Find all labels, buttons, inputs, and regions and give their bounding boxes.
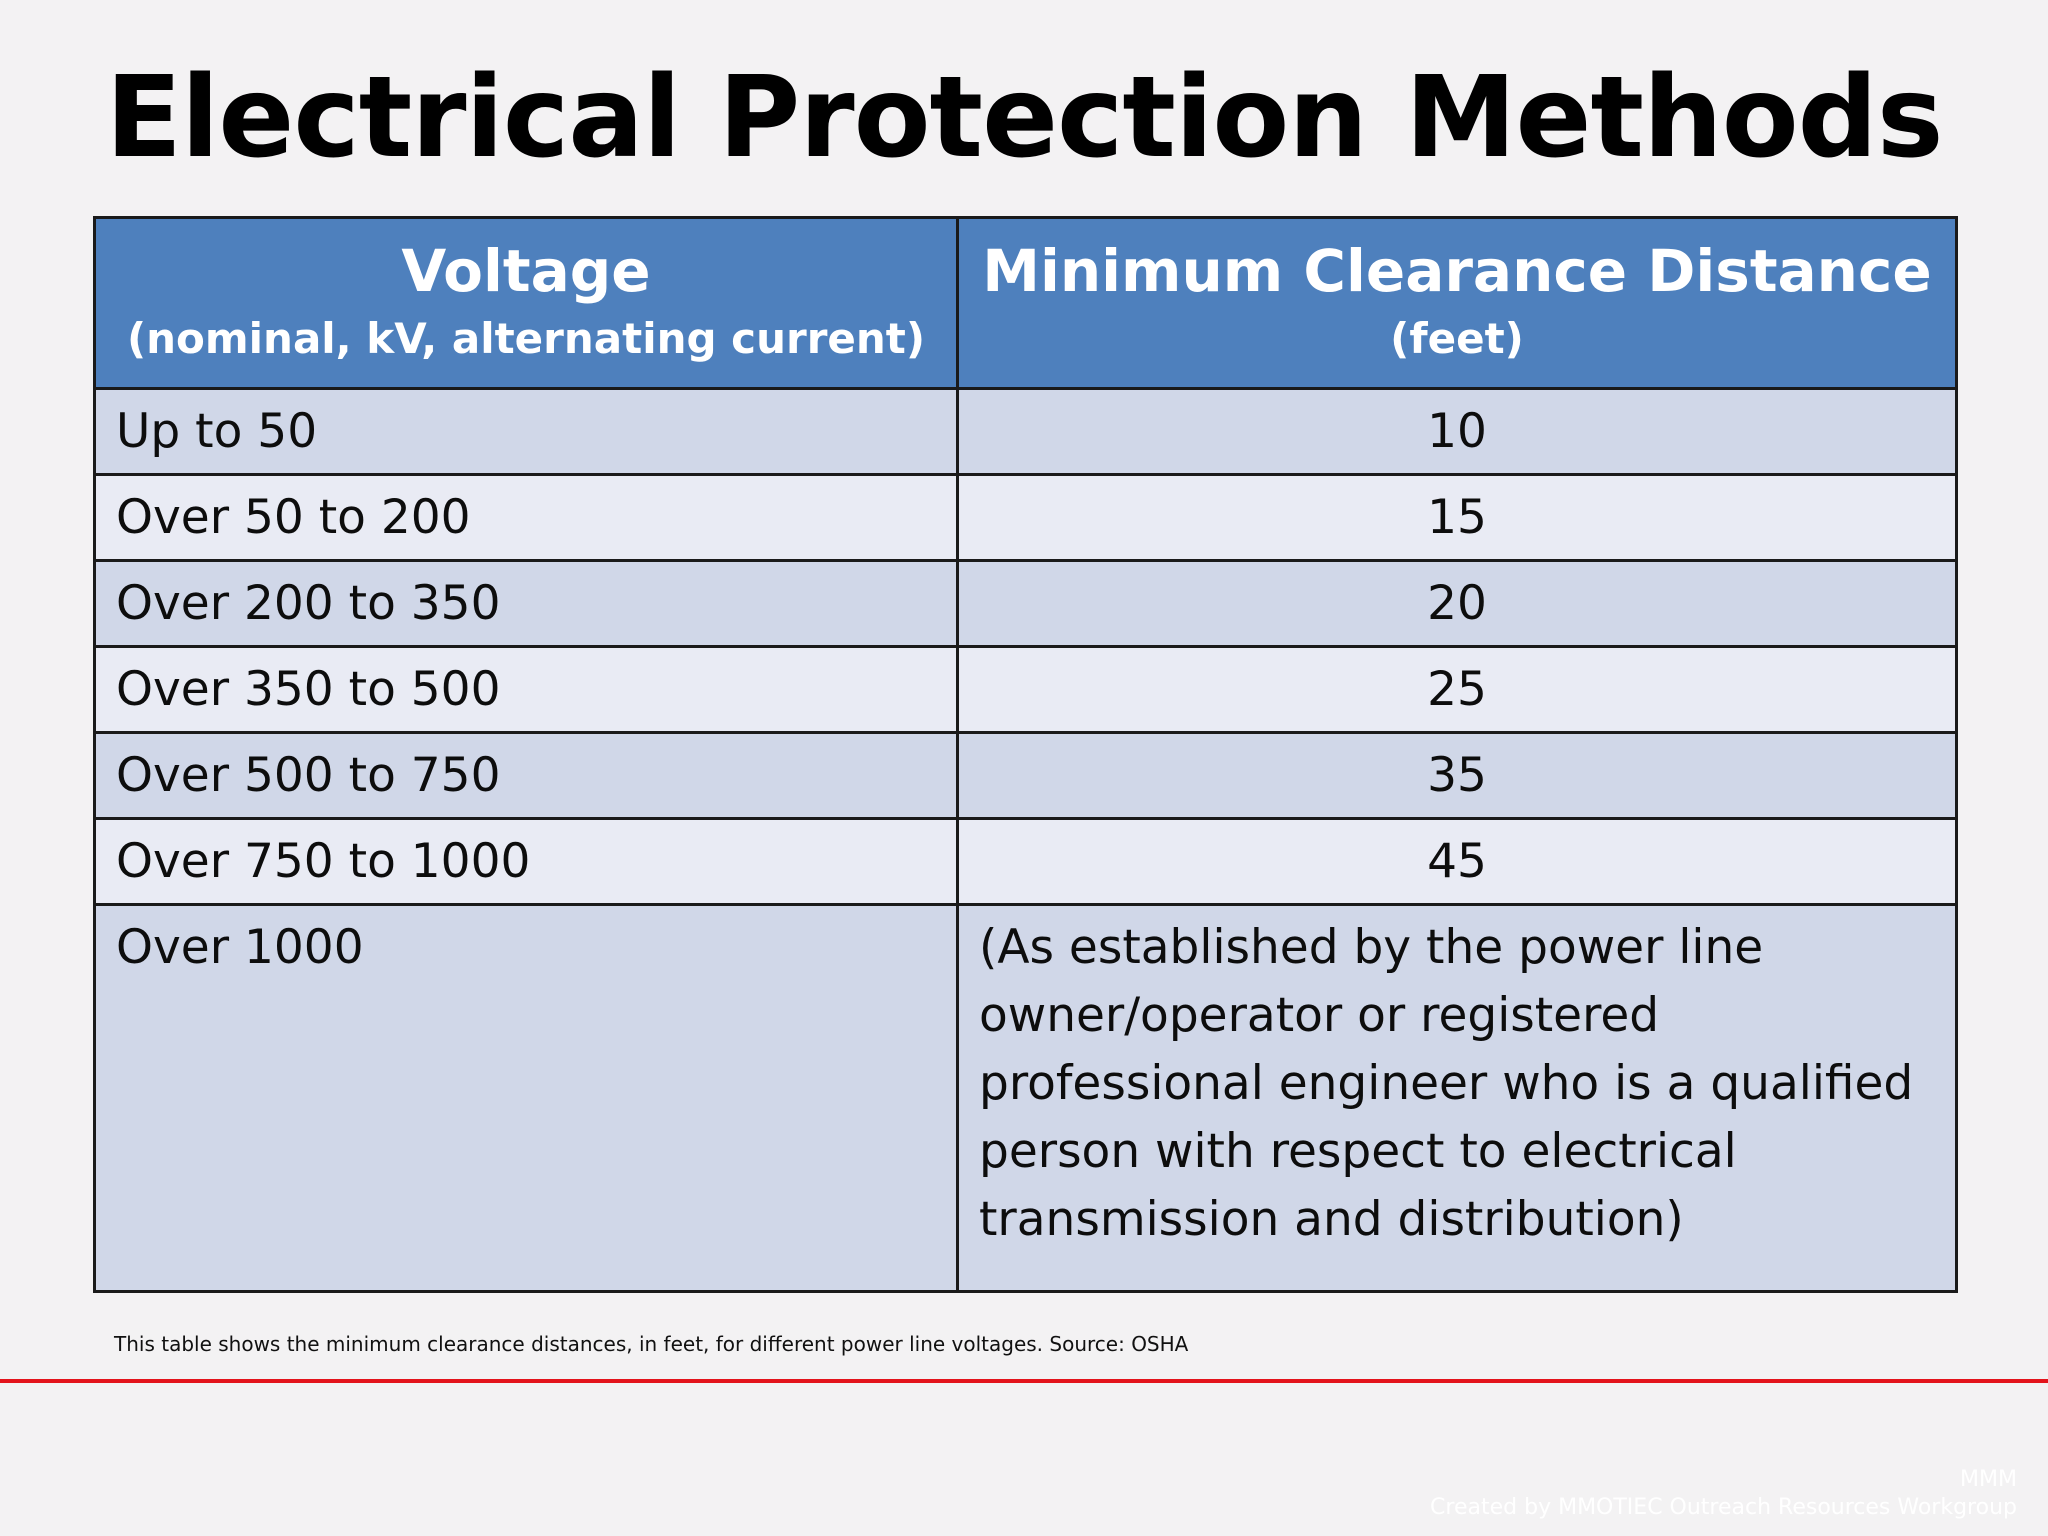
voltage-cell: Over 1000 [95, 905, 958, 1292]
distance-cell: 35 [958, 733, 1957, 819]
footer-credit [1430, 1466, 2017, 1522]
header-voltage [95, 218, 958, 389]
voltage-cell: Over 200 to 350 [95, 561, 958, 647]
table-row [95, 733, 1957, 819]
table-row [95, 389, 1957, 475]
table-row [95, 561, 1957, 647]
distance-cell: 20 [958, 561, 1957, 647]
header-voltage-subtitle: (nominal, kV, alternating current) [126, 314, 926, 363]
header-voltage-title: Voltage [401, 237, 651, 305]
voltage-cell: Up to 50 [95, 389, 958, 475]
header-distance-title: Minimum Clearance Distance [982, 237, 1932, 305]
footer-line-1: MMM [1960, 1467, 2017, 1492]
distance-cell: 10 [958, 389, 1957, 475]
footer-line-2: Created by MMOTIEC Outreach Resources Workgroup [1430, 1495, 2017, 1520]
distance-note-cell: (As established by the power line owner/operator or registered professional engineer who is a qualified person with respect to electrical transmission and distribution) [958, 905, 1957, 1292]
distance-cell: 25 [958, 647, 1957, 733]
table-row [95, 475, 1957, 561]
distance-cell: 15 [958, 475, 1957, 561]
slide-title: Electrical Protection Methods [105, 53, 1943, 183]
table-row [95, 647, 1957, 733]
clearance-table [93, 216, 1958, 1293]
table-header-row [95, 218, 1957, 389]
header-distance [958, 218, 1957, 389]
header-distance-subtitle: (feet) [1390, 314, 1524, 363]
voltage-cell: Over 500 to 750 [95, 733, 958, 819]
footer-divider [0, 1379, 2048, 1383]
voltage-cell: Over 750 to 1000 [95, 819, 958, 905]
voltage-cell: Over 350 to 500 [95, 647, 958, 733]
distance-cell: 45 [958, 819, 1957, 905]
table-row [95, 819, 1957, 905]
table-caption: This table shows the minimum clearance distances, in feet, for different power line voltages. Source: OSHA [114, 1332, 1189, 1356]
table-row [95, 905, 1957, 1292]
voltage-cell: Over 50 to 200 [95, 475, 958, 561]
